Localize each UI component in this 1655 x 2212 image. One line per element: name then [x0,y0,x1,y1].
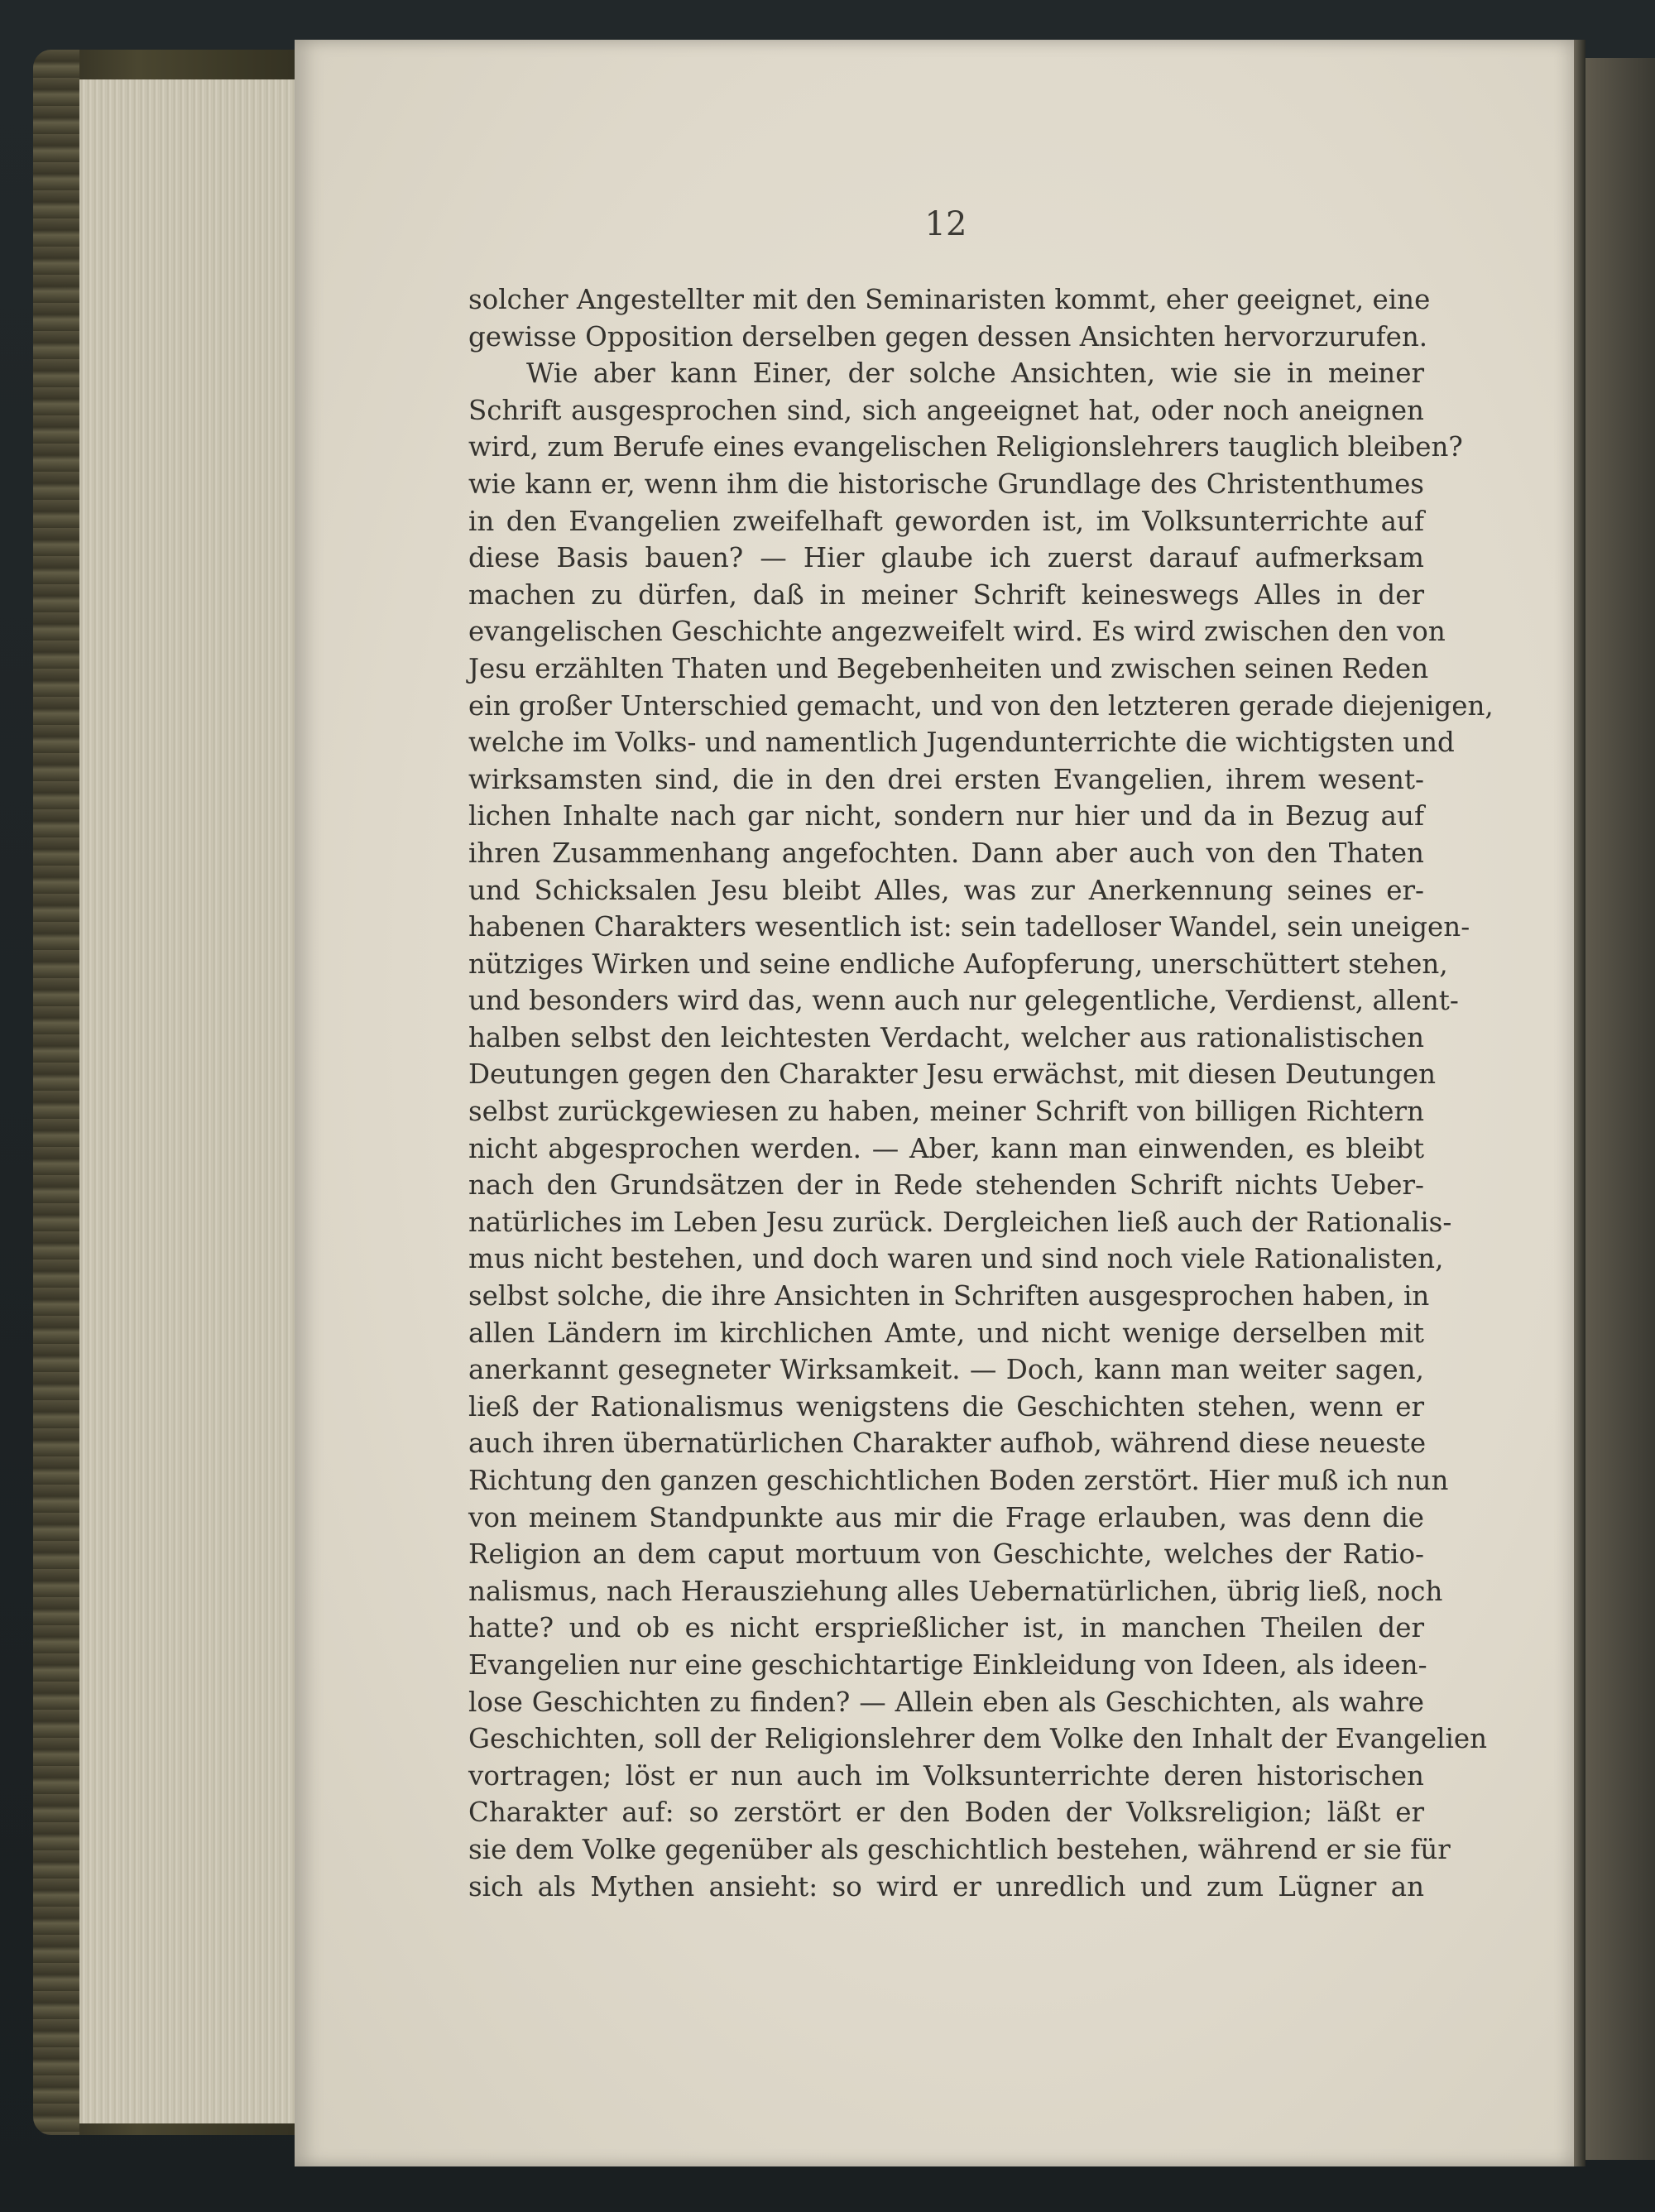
text-line: ihren Zusammenhang angefochten. Dann aber auch von den Thaten [468,837,1424,869]
text-line: wirksamsten sind, die in den drei ersten Evangelien, ihrem wesent- [468,763,1424,795]
text-line: evangelischen Geschichte angezweifelt wird. Es wird zwischen den von [468,616,1446,648]
text-line: allen Ländern im kirchlichen Amte, und nicht wenige derselben mit [468,1317,1424,1349]
book-spine-edge [33,50,79,2135]
text-line: auch ihren übernatürlichen Charakter aufhob, während diese neueste [468,1427,1427,1460]
text-line: machen zu dürfen, daß in meiner Schrift keineswegs Alles in der [468,578,1424,611]
text-line: natürliches im Leben Jesu zurück. Dergleichen ließ auch der Rationalis- [468,1206,1452,1238]
text-line: Evangelien nur eine geschichtartige Einkleidung von Ideen, als ideen- [468,1648,1427,1681]
text-line: nicht abgesprochen werden. — Aber, kann man einwenden, es bleibt [468,1132,1424,1164]
page-number: 12 [924,205,967,243]
text-line: Richtung den ganzen geschichtlichen Boden zerstört. Hier muß ich nun [468,1465,1449,1496]
text-line: nach den Grundsätzen der in Rede stehenden Schrift nichts Ueber- [468,1169,1424,1202]
text-line: in den Evangelien zweifelhaft geworden ist, im Volksunterrichte auf [468,505,1424,537]
text-line: vortragen; löst er nun auch im Volksunterrichte deren historischen [468,1759,1424,1792]
text-line: wird, zum Berufe eines evangelischen Religionslehrers tauglich bleiben? [468,431,1463,463]
text-line: Religion an dem caput mortuum von Geschichte, welches der Ratio- [468,1538,1424,1571]
text-line: anerkannt gesegneter Wirksamkeit. — Doch, kann man weiter sagen, [468,1354,1424,1386]
text-line: halben selbst den leichtesten Verdacht, welcher aus rationalistischen [468,1021,1424,1053]
text-line: ein großer Unterschied gemacht, und von den letzteren gerade diejenigen, [468,689,1494,722]
page-gutter [1574,40,1585,2166]
text-line: Wie aber kann Einer, der solche Ansichten, wie sie in meiner [526,357,1424,390]
text-line: nalismus, nach Herausziehung alles Uebernatürlichen, übrig ließ, noch [468,1575,1443,1607]
text-line: lichen Inhalte nach gar nicht, sondern nur hier und da in Bezug auf [468,800,1424,832]
text-line: solcher Angestellter mit den Seminaristen kommt, eher geeignet, eine [468,284,1431,315]
text-line: selbst zurückgewiesen zu haben, meiner Schrift von billigen Richtern [468,1096,1424,1128]
text-line: selbst solche, die ihre Ansichten in Schriften ausgesprochen haben, in [468,1280,1430,1312]
text-line: sich als Mythen ansieht: so wird er unredlich und zum Lügner an [468,1870,1424,1903]
text-line: ließ der Rationalismus wenigstens die Geschichten stehen, wenn er [468,1390,1424,1423]
text-line: Charakter auf: so zerstört er den Boden der Volksreligion; läßt er [468,1797,1424,1829]
text-line: sie dem Volke gegenüber als geschichtlich bestehen, während er sie für [468,1833,1451,1865]
text-line: wie kann er, wenn ihm die historische Grundlage des Christenthumes [468,468,1424,500]
text-line: Jesu erzählten Thaten und Begebenheiten und zwischen seinen Reden [468,652,1429,684]
facing-page-edge [1585,58,1655,2160]
text-line: gewisse Opposition derselben gegen dessen Ansichten hervorzurufen. [468,320,1428,353]
text-line: und Schicksalen Jesu bleibt Alles, was zur Anerkennung seines er- [468,874,1424,906]
text-line: nütziges Wirken und seine endliche Aufopferung, unerschüttert stehen, [468,948,1448,980]
text-line: Deutungen gegen den Charakter Jesu erwächst, mit diesen Deutungen [468,1058,1437,1091]
text-line: diese Basis bauen? — Hier glaube ich zuerst darauf aufmerksam [468,542,1424,574]
text-line: welche im Volks- und namentlich Jugendunterrichte die wichtigsten und [468,727,1455,759]
body-text [468,281,1494,1905]
page-edges [79,79,300,2123]
text-line: habenen Charakters wesentlich ist: sein tadelloser Wandel, sein uneigen- [468,911,1470,943]
text-line: lose Geschichten zu finden? — Allein eben als Geschichten, als wahre [468,1686,1424,1718]
text-line: Geschichten, soll der Religionslehrer dem Volke den Inhalt der Evangelien [468,1723,1488,1755]
text-line: von meinem Standpunkte aus mir die Frage erlauben, was denn die [468,1501,1424,1533]
text-line: Schrift ausgesprochen sind, sich angeeignet hat, oder noch aneignen [468,394,1424,426]
text-line: mus nicht bestehen, und doch waren und sind noch viele Rationalisten, [468,1243,1444,1275]
text-line: hatte? und ob es nicht ersprießlicher ist, in manchen Theilen der [468,1612,1424,1644]
text-line: und besonders wird das, wenn auch nur gelegentliche, Verdienst, allent- [468,985,1459,1017]
